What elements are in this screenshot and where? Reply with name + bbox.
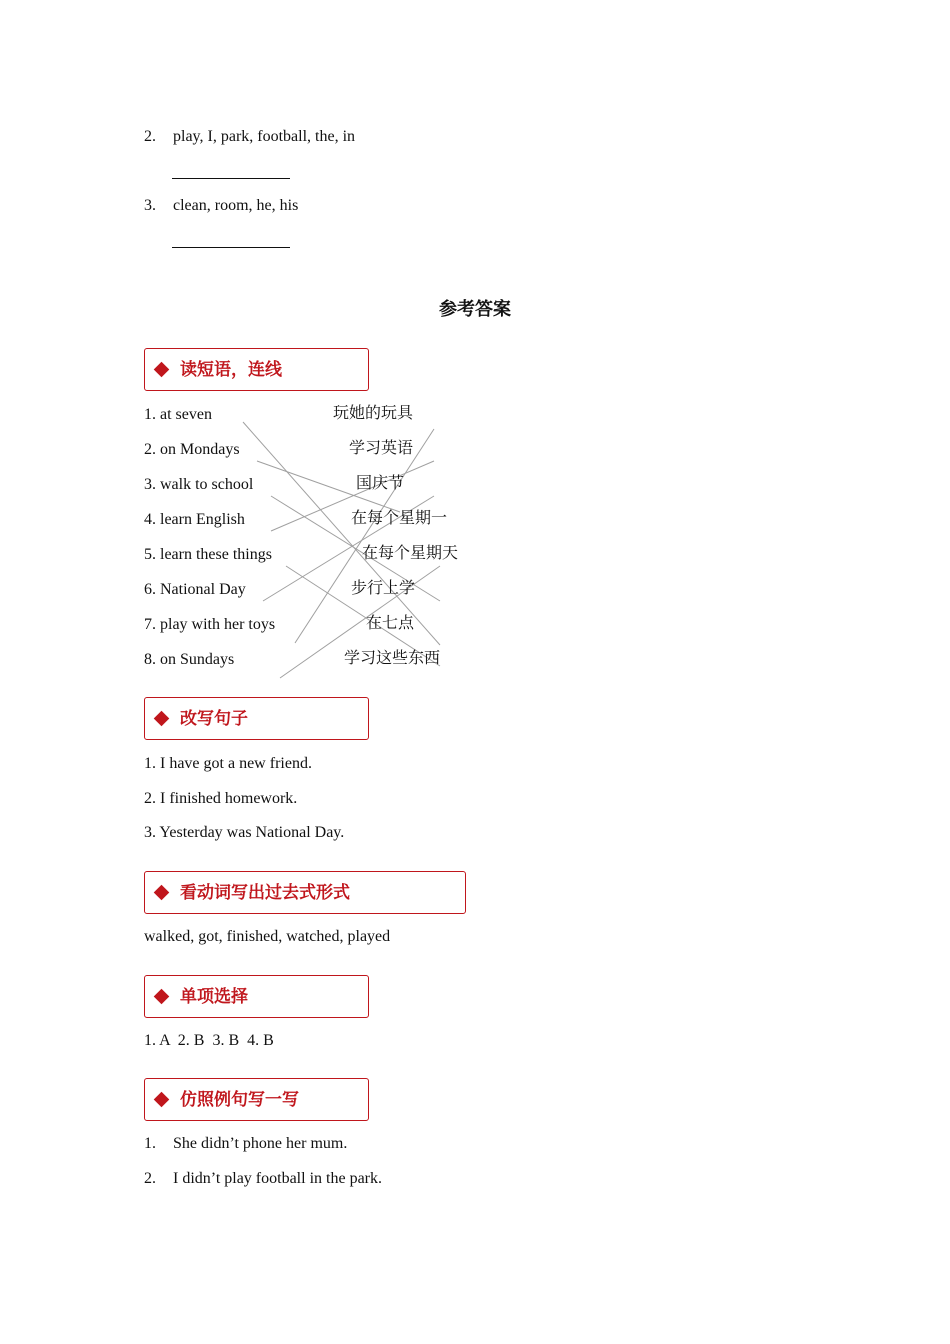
rewrite-answer: 2. I finished homework. bbox=[144, 790, 298, 807]
diamond-icon bbox=[154, 989, 170, 1005]
answer-number: 1. bbox=[144, 1135, 156, 1152]
match-line bbox=[295, 429, 434, 643]
match-left-item: 2. on Mondays bbox=[144, 441, 240, 458]
match-right-item: 步行上学 bbox=[351, 580, 416, 597]
section-title: 改写句子 bbox=[180, 709, 248, 729]
match-right-item: 国庆节 bbox=[356, 475, 405, 492]
match-right-item: 在七点 bbox=[366, 615, 415, 632]
match-left-item: 6. National Day bbox=[144, 581, 246, 598]
section-header-rewrite bbox=[144, 697, 369, 740]
section-title: 单项选择 bbox=[180, 987, 248, 1007]
section-title: 看动词写出过去式形式 bbox=[180, 883, 350, 903]
rewrite-answer: 1. I have got a new friend. bbox=[144, 755, 312, 772]
answer-text: She didn’t phone her mum. bbox=[173, 1135, 348, 1152]
match-left-item: 5. learn these things bbox=[144, 546, 272, 563]
diamond-icon bbox=[154, 711, 170, 727]
match-right-item: 学习英语 bbox=[349, 440, 414, 457]
choice-answer: 1. A 2. B 3. B 4. B bbox=[144, 1032, 274, 1049]
match-left-item: 4. learn English bbox=[144, 511, 245, 528]
imitate-answer bbox=[144, 1169, 382, 1189]
match-left-item: 1. at seven bbox=[144, 406, 212, 423]
rewrite-answer: 3. Yesterday was National Day. bbox=[144, 824, 345, 841]
match-right-item: 玩她的玩具 bbox=[333, 405, 414, 422]
imitate-answer bbox=[144, 1134, 347, 1154]
question-number: 2. bbox=[144, 128, 156, 145]
answer-key-title: 参考答案 bbox=[439, 299, 511, 320]
match-right-item: 在每个星期一 bbox=[351, 510, 448, 527]
match-right-item: 在每个星期天 bbox=[362, 545, 459, 562]
diamond-icon bbox=[154, 885, 170, 901]
section-title: 仿照例句写一写 bbox=[180, 1090, 299, 1110]
section-header-past-tense bbox=[144, 871, 466, 914]
question-text: clean, room, he, his bbox=[173, 197, 299, 214]
answer-text: I didn’t play football in the park. bbox=[173, 1170, 382, 1187]
diamond-icon bbox=[154, 1092, 170, 1108]
question-number: 3. bbox=[144, 197, 156, 214]
match-left-item: 8. on Sundays bbox=[144, 651, 235, 668]
match-left-item: 3. walk to school bbox=[144, 476, 254, 493]
section-title: 读短语，连线 bbox=[180, 360, 282, 380]
past-tense-answer: walked, got, finished, watched, played bbox=[144, 928, 391, 945]
section-header-choice bbox=[144, 975, 369, 1018]
question-text: play, I, park, football, the, in bbox=[173, 128, 356, 145]
match-left-item: 7. play with her toys bbox=[144, 616, 276, 633]
section-header-imitate bbox=[144, 1078, 369, 1121]
match-right-item: 学习这些东西 bbox=[344, 650, 441, 667]
answer-number: 2. bbox=[144, 1170, 156, 1187]
